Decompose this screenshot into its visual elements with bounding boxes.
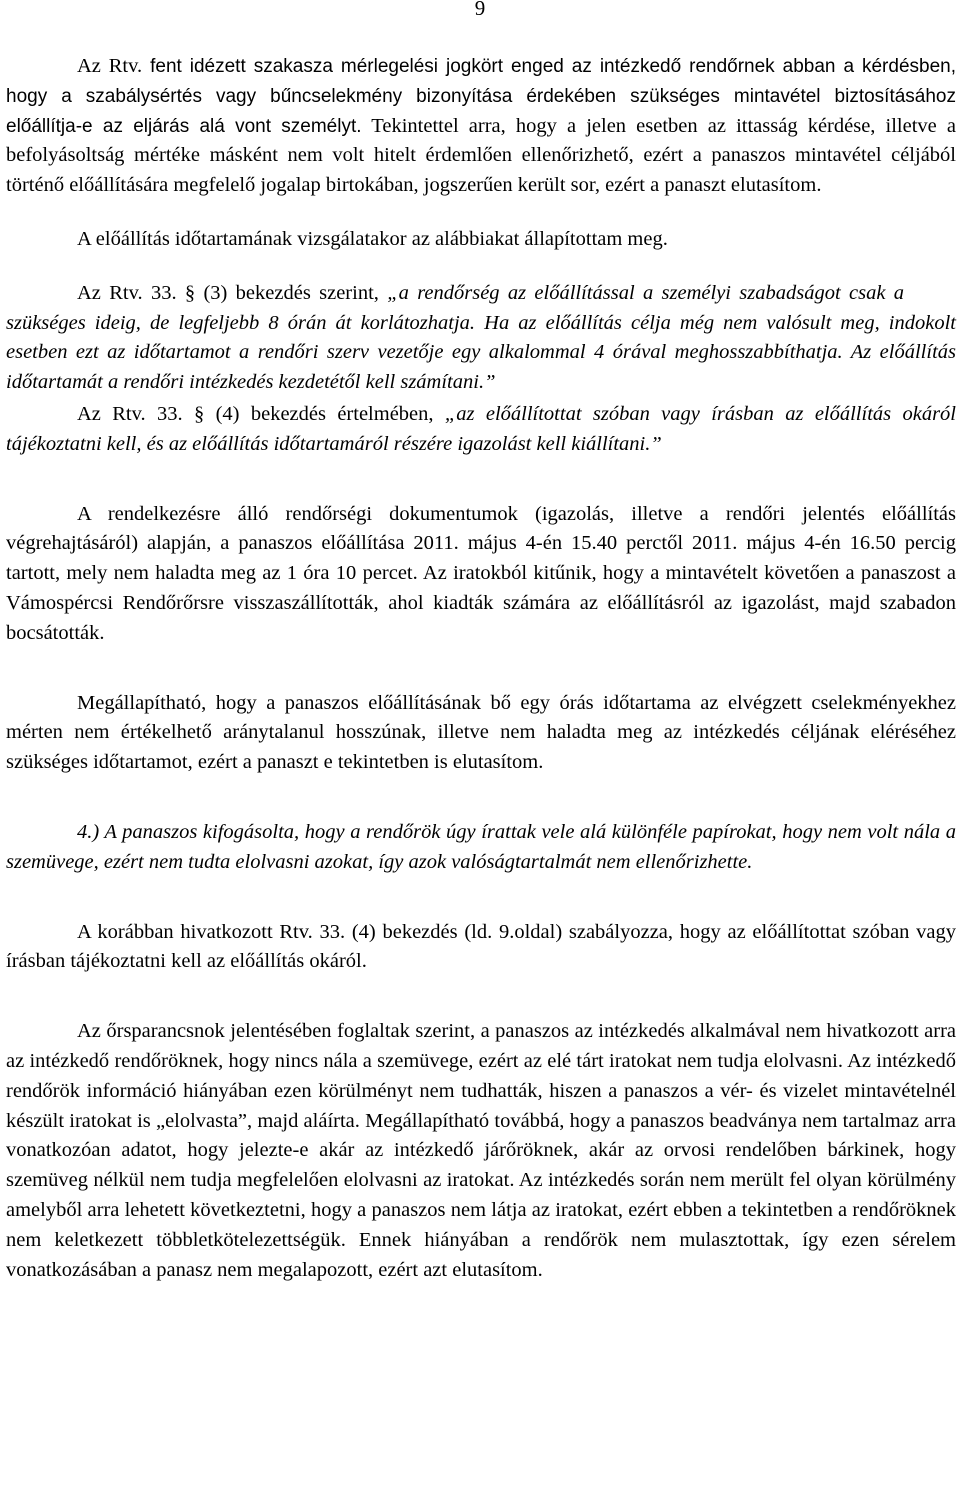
paragraph-1-sans: fent idézett szakasza mérlegelési jogkört enged az intézkedő rendőrnek abban a kérdésben, hogy a szabálysértés vagy bűncselekmény bizonyítása érdekében szükséges mintavétel biztosításához előállítja-e az eljárás alá vont személyt. <box>6 56 956 137</box>
page-number: 9 <box>474 0 486 20</box>
paragraph-5: A rendelkezésre álló rendőrségi dokumentumok (igazolás, illetve a rendőri jelentés előállítás végrehajtásáról) alapján, a panaszos előállítása 2011. május 4-én 15.40 perctől 2011. május 4-én 16.50 percig tartott, mely nem haladta meg az 1 óra 10 percet. Az iratokból kitűnik, hogy a mintavételt követően a panaszost a Vámospércsi Rendőrőrsre visszaszállították, ahol kiadták számára az előállításról az igazolást, majd szabadon bocsátották. <box>6 502 956 644</box>
paragraph-4-lead: Az Rtv. 33. § (4) bekezdés értelmében, <box>77 402 445 425</box>
paragraph-1 <box>6 52 956 201</box>
paragraph-3-quote-a: „a rendőrség az előállítással a személyi szabadságot csak a <box>387 281 904 304</box>
paragraph-3 <box>6 279 956 398</box>
paragraph-2: A előállítás időtartamának vizsgálatakor az alábbiakat állapítottam meg. <box>77 227 668 250</box>
paragraph-3-quote-b: szükséges ideig, de legfeljebb 8 órán át korlátozhatja. Ha az előállítás célja még nem valósult meg, indokolt esetben ezt az időtartamot a rendőri szerv vezetője egy alkalommal 4 órával meghosszabbíthatja. Az előállítás időtartamát a rendőri intézkedés kezdetétől kell számítani.” <box>6 311 956 394</box>
paragraph-4 <box>6 400 956 460</box>
paragraph-1-start: Az Rtv. <box>77 55 143 77</box>
paragraph-1-end: Tekintettel arra, hogy a jelen esetben az ittasság kérdése, illetve a befolyásoltság mértéke másként nem volt hitelt érdemlően ellenőrizhető, ezért a panaszos mintavétel céljából történő előállítására megfelelő jogalap birtokában, jogszerűen került sor, ezért a panaszt elutasítom. <box>6 114 956 197</box>
document-body <box>6 52 956 1285</box>
paragraph-9: Az őrsparancsnok jelentésében foglaltak szerint, a panaszos az intézkedés alkalmával nem hivatkozott arra az intézkedő rendőröknek, hogy nincs nála a szemüvege, ezért az elé tárt iratokat nem tudja elolvasni. Az intézkedő rendőrök információ hiányában ezen körülményt nem tudhatták, hiszen a panaszos a vér- és vizelet mintavételnél készült iratokat is „elolvasta”, majd aláírta. Megállapítható továbbá, hogy a panaszos beadványa nem tartalmaz arra vonatkozóan adatot, hogy jelezte-e akár az intézkedő járőröknek, akár az orvosi rendelőben bárkinek, hogy szemüveg nélkül nem tudja megfelelően elolvasni az iratokat. Az intézkedés során nem merült fel olyan körülmény amelyből arra lehetett következtetni, hogy a panaszos nem látja az iratokat, ezért ebben a tekintetben a rendőröknek nem keletkezett többletkötelezettségük. Ennek hiányában a rendőrök nem mulasztottak, így ezen sérelem vonatkozásában a panasz nem megalapozott, ezért azt elutasítom. <box>6 1020 956 1281</box>
paragraph-7-text: 4.) A panaszos kifogásolta, hogy a rendőrök úgy írattak vele alá különféle papírokat, hogy nem volt nála a szemüvege, ezért nem tudta elolvasni azokat, így azok valóságtartalmát nem ellenőrizhette. <box>6 820 956 873</box>
paragraph-3-lead: Az Rtv. 33. § (3) bekezdés szerint, <box>77 281 388 304</box>
paragraph-8: A korábban hivatkozott Rtv. 33. (4) bekezdés (ld. 9.oldal) szabályozza, hogy az előállítottat szóban vagy írásban tájékoztatni kell az előállítás okáról. <box>6 920 956 973</box>
paragraph-7 <box>6 818 956 878</box>
paragraph-6: Megállapítható, hogy a panaszos előállításának bő egy órás időtartama az elvégzett cselekményekhez mérten nem értékelhető aránytalanul hosszúnak, illetve nem haladta meg az intézkedés céljának eléréséhez szükséges időtartamot, ezért a panaszt e tekintetben is elutasítom. <box>6 691 956 774</box>
paragraph-4-quote: „az előállítottat szóban vagy írásban az előállítás okáról tájékoztatni kell, és az előállítás időtartamáról részére igazolást kell kiállítani.” <box>6 402 956 455</box>
